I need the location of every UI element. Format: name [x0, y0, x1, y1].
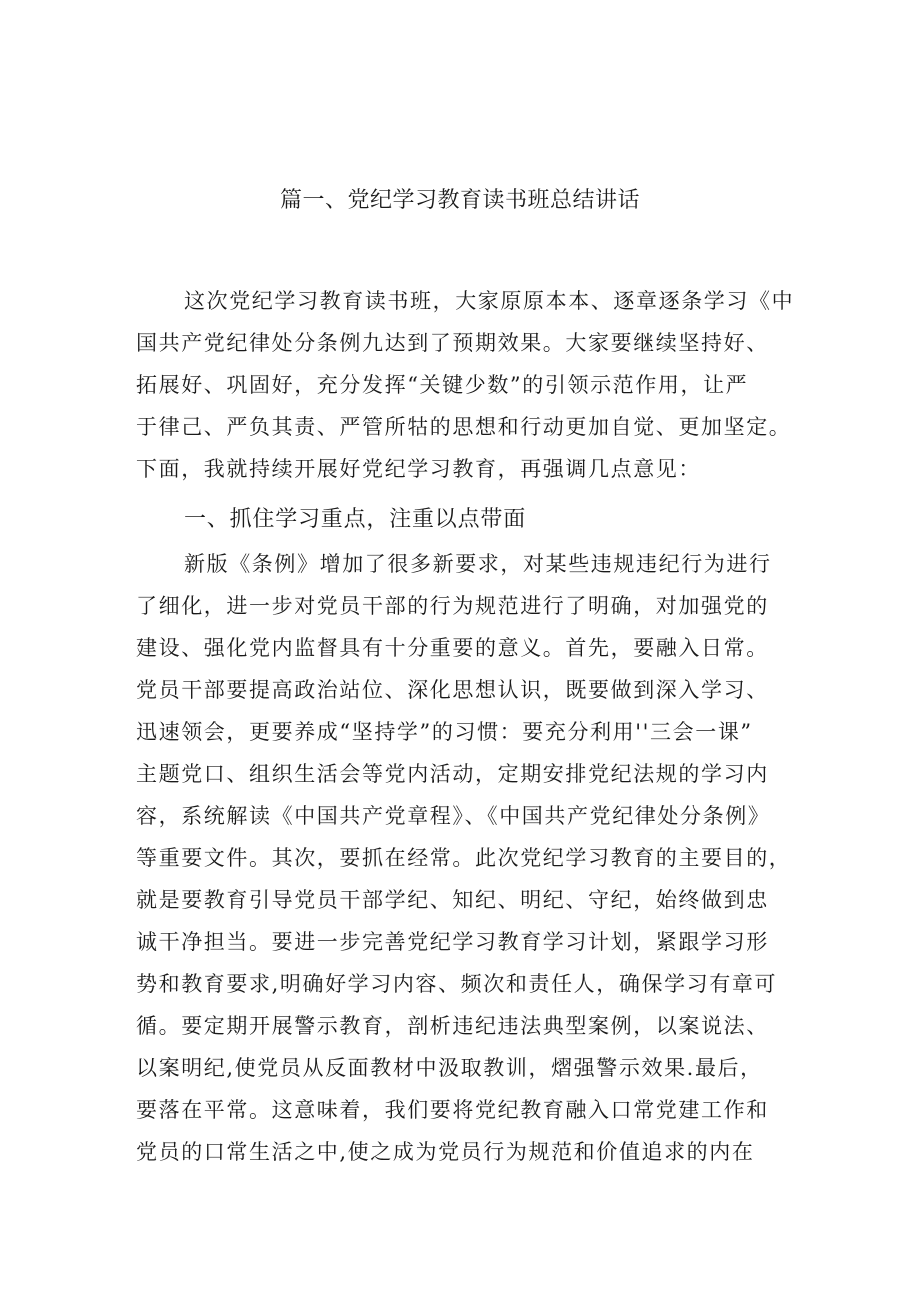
body-line: 就是要教育引导党员干部学纪、知纪、明纪、守纪，始终做到忠: [136, 888, 769, 912]
body-line: 势和教育要求,明确好学习内容、频次和责任人，确保学习有章可: [136, 972, 778, 996]
body-line: 等重要文件。其次，要抓在经常。此次党纪学习教育的主要目的，: [136, 846, 792, 870]
body-line: 建设、强化党内监督具有十分重要的意义。首先，要融入日常。: [136, 636, 769, 660]
section-heading: 一、抓住学习重点，注重以点带面: [184, 507, 527, 532]
document-title: 篇一、党纪学习教育读书班总结讲话: [279, 188, 640, 213]
body-line: 党员的口常生活之中,使之成为党员行为规范和价值追求的内在: [136, 1140, 755, 1164]
body-line: 容，系统解读《中国共产党章程》、《中国共产党纪律处分条例》: [136, 804, 771, 828]
body-line: 诚干净担当。要进一步完善党纪学习教育学习计划，紧跟学习形: [136, 930, 769, 954]
body-line: 要落在平常。这意味着，我们要将党纪教育融入口常党建工作和: [136, 1098, 769, 1122]
intro-line: 下面，我就持续开展好党纪学习教育，再强调几点意见：: [136, 457, 701, 481]
body-line: 新版《条例》增加了很多新要求，对某些违规违纪行为进行: [184, 552, 772, 576]
intro-line: 于律己、严负其责、严管所牯的思想和行动更加自觉、更加坚定。: [136, 415, 792, 439]
intro-line: 拓展好、巩固好，充分发挥“关键少数”的引领示范作用，让严: [136, 373, 749, 397]
body-line: 党员干部要提高政治站位、深化思想认识，既要做到深入学习、: [136, 678, 769, 702]
body-line: 主题党口、组织生活会等党内活动，定期安排党纪法规的学习内: [136, 762, 769, 786]
body-line: 以案明纪,使党员从反面教材中汲取教训，熠强警示效果.最后，: [136, 1056, 763, 1080]
body-line: 循。要定期开展警示教育，剖析违纪违法典型案例，以案说法、: [136, 1014, 769, 1038]
intro-line: 国共产党纪律处分条例九达到了预期效果。大家要继续坚持好、: [136, 331, 769, 355]
body-line: 了细化，进一步对党员干部的行为规范进行了明确，对加强党的: [136, 594, 769, 618]
body-line: 迅速领会，更要养成“坚持学”的习惯：要充分利用''三会一课”: [136, 720, 753, 744]
intro-line: 这次党纪学习教育读书班，大家原原本本、逐章逐条学习《中: [184, 289, 795, 313]
